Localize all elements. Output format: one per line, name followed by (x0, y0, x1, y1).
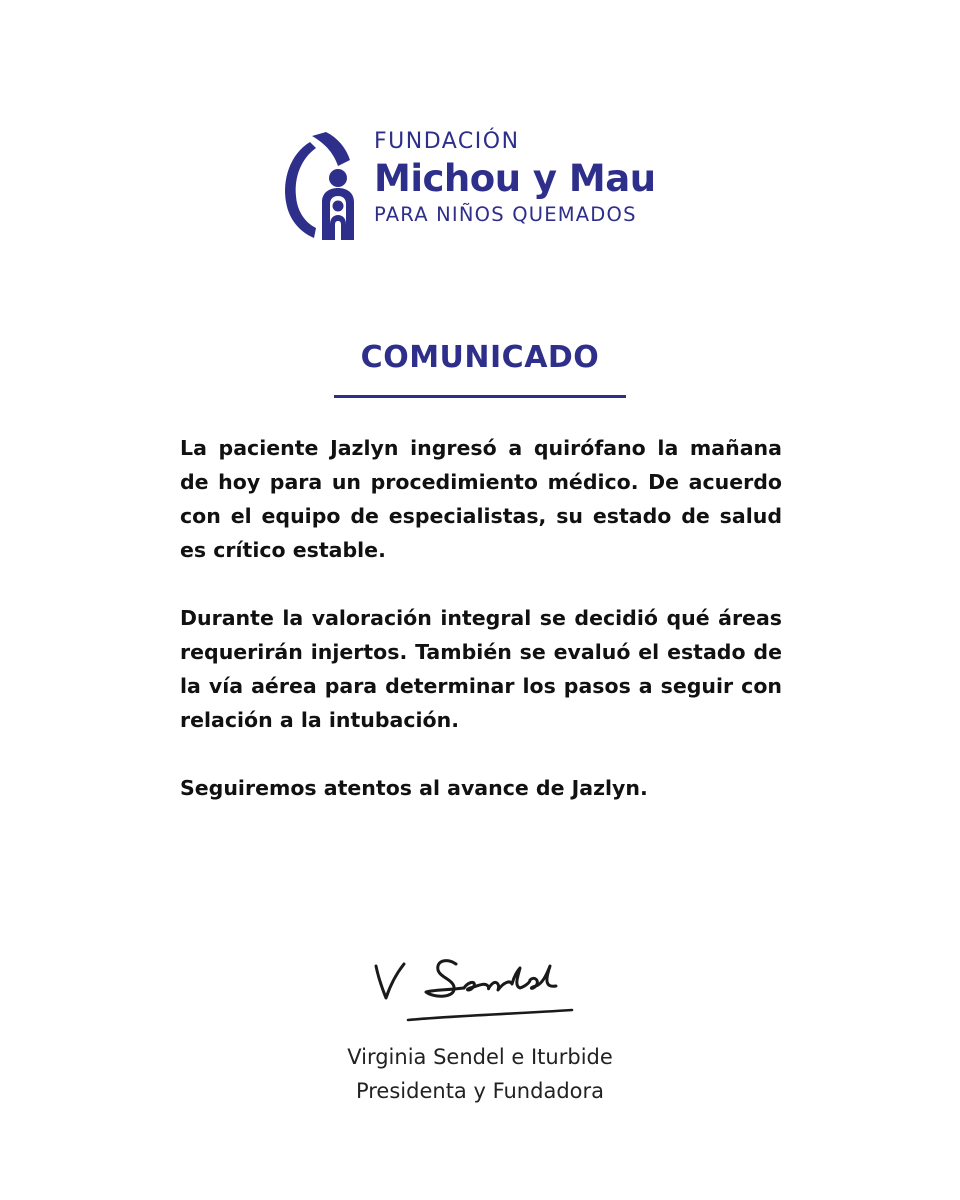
logo-line-name: Michou y Mau (374, 157, 656, 200)
paragraph-3: Seguiremos atentos al avance de Jazlyn. (180, 776, 648, 800)
foundation-logo-icon (280, 132, 364, 240)
logo-wordmark (374, 128, 694, 228)
signatory-name: Virginia Sendel e Iturbide (347, 1045, 613, 1069)
handwritten-signature (360, 946, 600, 1030)
document-heading: COMUNICADO (360, 340, 600, 375)
logo-line-tagline: PARA NIÑOS QUEMADOS (374, 203, 637, 226)
foundation-logo (280, 128, 690, 243)
paragraph-2: Durante la valoración integral se decidió qué áreas requerirán injertos. También se evaluó el estado de la vía aérea para determinar los pasos a seguir con relación a la intubación. (180, 606, 782, 732)
heading-underline (334, 395, 626, 398)
statement-body (180, 431, 782, 839)
signatory-role: Presidenta y Fundadora (355, 1079, 605, 1103)
logo-line-fundacion: FUNDACIÓN (374, 129, 520, 154)
paragraph-1: La paciente Jazlyn ingresó a quirófano la mañana de hoy para un procedimiento médico. De acuerdo con el equipo de especialistas, su estado de salud es crítico estable. (180, 436, 782, 562)
